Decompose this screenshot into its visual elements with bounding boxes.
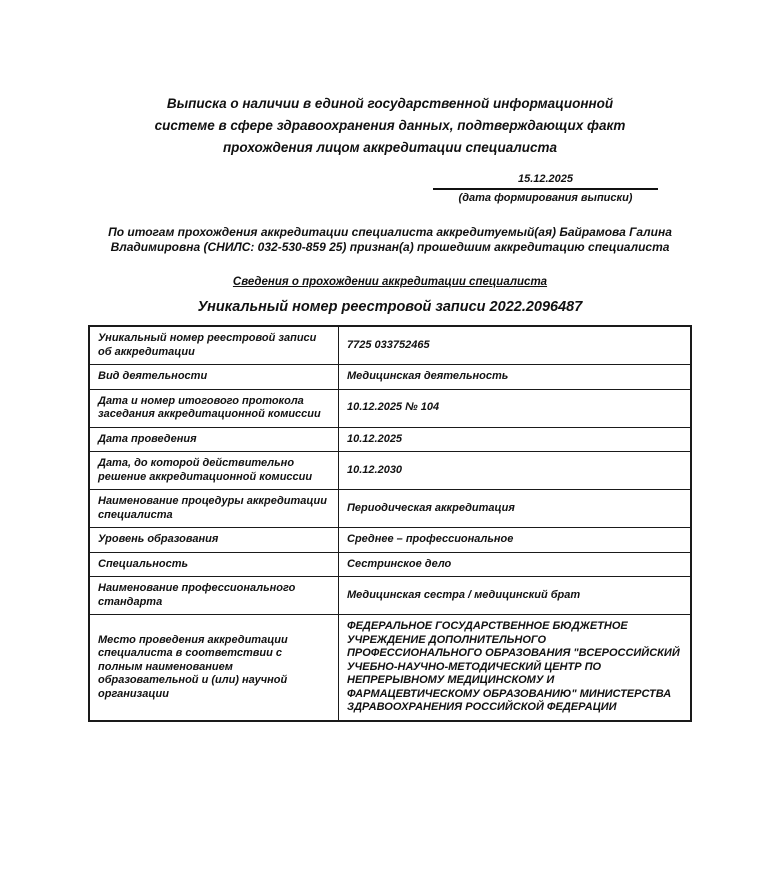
row-value: Сестринское дело xyxy=(339,552,692,577)
table-row xyxy=(89,427,691,452)
row-value: 10.12.2025 xyxy=(339,427,692,452)
formation-date: 15.12.2025 xyxy=(433,172,658,190)
registry-number-line: Уникальный номер реестровой записи 2022.2096487 xyxy=(197,299,583,315)
row-label: Уникальный номер реестровой записи об аккредитации xyxy=(89,326,339,365)
table-row xyxy=(89,552,691,577)
row-value: 10.12.2025 № 104 xyxy=(339,389,692,427)
table-row xyxy=(89,452,691,490)
table-row xyxy=(89,528,691,553)
accreditation-details-table xyxy=(88,325,692,722)
row-value: Среднее – профессиональное xyxy=(339,528,692,553)
row-value: ФЕДЕРАЛЬНОЕ ГОСУДАРСТВЕННОЕ БЮДЖЕТНОЕ УЧРЕЖДЕНИЕ ДОПОЛНИТЕЛЬНОГО ПРОФЕССИОНАЛЬНОГО ОБРАЗОВАНИЯ "ВСЕРОССИЙСКИЙ УЧЕБНО-НАУЧНО-МЕТОДИЧЕСКИЙ ЦЕНТР ПО НЕПРЕРЫВНОМУ МЕДИЦИНСКОМУ И ФАРМАЦЕВТИЧЕСКОМУ ОБРАЗОВАНИЮ" МИНИСТЕРСТВА ЗДРАВООХРАНЕНИЯ РОССИЙСКОЙ ФЕДЕРАЦИИ xyxy=(339,615,692,721)
formation-date-caption: (дата формирования выписки) xyxy=(458,192,633,204)
row-label: Вид деятельности xyxy=(89,365,339,390)
row-value: Медицинская сестра / медицинский брат xyxy=(339,577,692,615)
section-title: Сведения о прохождении аккредитации специалиста xyxy=(232,276,548,288)
row-value: Периодическая аккредитация xyxy=(339,490,692,528)
row-label: Наименование процедуры аккредитации специалиста xyxy=(89,490,339,528)
table-row xyxy=(89,615,691,721)
table-row xyxy=(89,326,691,365)
formation-date-block xyxy=(433,172,658,206)
table-row xyxy=(89,365,691,390)
accreditation-table-body xyxy=(89,326,691,721)
document-title-line-1: Выписка о наличии в единой государственной информационной xyxy=(166,96,614,111)
row-value: Медицинская деятельность xyxy=(339,365,692,390)
row-label: Наименование профессионального стандарта xyxy=(89,577,339,615)
document-title xyxy=(110,93,670,159)
row-label: Уровень образования xyxy=(89,528,339,553)
row-value: 10.12.2030 xyxy=(339,452,692,490)
document-title-line-2: системе в сфере здравоохранения данных, подтверждающих факт xyxy=(154,118,626,133)
row-label: Дата, до которой действительно решение аккредитационной комиссии xyxy=(89,452,339,490)
document-title-line-3: прохождения лицом аккредитации специалиста xyxy=(222,140,558,155)
table-row xyxy=(89,577,691,615)
accreditation-result-paragraph: По итогам прохождения аккредитации специалиста аккредитуемый(ая) Байрамова Галина Владимировна (СНИЛС: 032-530-859 25) признан(а) прошедшим аккредитацию специалиста xyxy=(108,225,672,254)
row-label: Специальность xyxy=(89,552,339,577)
table-row xyxy=(89,389,691,427)
row-label: Место проведения аккредитации специалиста в соответствии с полным наименованием образовательной и (или) научной организации xyxy=(89,615,339,721)
row-value: 7725 033752465 xyxy=(339,326,692,365)
table-row xyxy=(89,490,691,528)
row-label: Дата и номер итогового протокола заседания аккредитационной комиссии xyxy=(89,389,339,427)
row-label: Дата проведения xyxy=(89,427,339,452)
